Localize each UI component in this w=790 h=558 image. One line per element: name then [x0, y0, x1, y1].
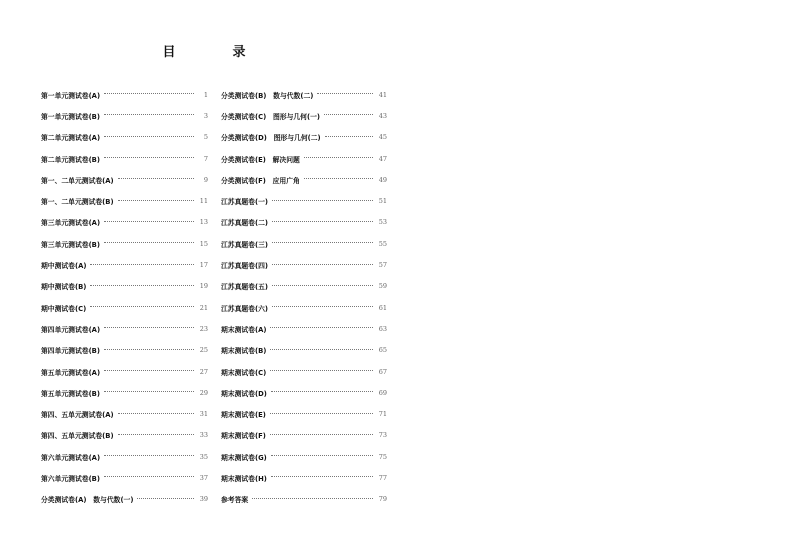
toc-dot-leader — [104, 221, 194, 222]
toc-entry-title: 江苏真题卷(二) — [221, 219, 268, 228]
toc-right-column — [221, 84, 387, 510]
toc-dot-leader — [90, 264, 194, 265]
toc-page-number: 61 — [378, 303, 387, 312]
toc-dot-leader — [304, 178, 373, 179]
toc-dot-leader — [104, 391, 194, 392]
toc-entry-title: 江苏真题卷(三) — [221, 240, 268, 249]
toc-entry-title: 第五单元测试卷(A) — [41, 368, 101, 377]
toc-entry-title: 第六单元测试卷(A) — [41, 453, 101, 462]
toc-entry[interactable] — [221, 169, 387, 190]
toc-entry-title: 分类测试卷(C) 图形与几何(一) — [221, 112, 320, 121]
toc-entry[interactable] — [221, 382, 387, 403]
toc-dot-leader — [118, 434, 194, 435]
toc-entry-title: 第六单元测试卷(B) — [41, 474, 100, 483]
toc-entry[interactable] — [221, 254, 387, 275]
toc-entry-title: 期末测试卷(E) — [221, 411, 266, 420]
toc-entry[interactable] — [221, 105, 387, 126]
toc-page-number: 9 — [203, 175, 208, 184]
toc-entry-title: 期末测试卷(F) — [221, 432, 266, 441]
toc-left-column — [41, 84, 208, 510]
toc-page-number: 3 — [203, 111, 208, 120]
toc-entry-title: 第三单元测试卷(B) — [41, 240, 100, 249]
toc-entry[interactable] — [41, 318, 208, 339]
toc-entry-title: 第四单元测试卷(B) — [41, 347, 100, 356]
toc-page-number: 37 — [199, 473, 208, 482]
toc-page-number: 73 — [378, 431, 387, 440]
page-title: 目 录 — [162, 45, 268, 60]
toc-entry-title: 第五单元测试卷(B) — [41, 389, 100, 398]
toc-entry[interactable] — [41, 276, 208, 297]
toc-dot-leader — [104, 242, 194, 243]
toc-dot-leader — [325, 136, 373, 137]
toc-page-number: 11 — [199, 197, 208, 206]
toc-dot-leader — [270, 327, 373, 328]
toc-entry-title: 第一、二单元测试卷(B) — [41, 198, 114, 207]
toc-dot-leader — [252, 498, 373, 499]
toc-entry-title: 第一单元测试卷(B) — [41, 112, 100, 121]
toc-dot-leader — [272, 200, 373, 201]
toc-dot-leader — [104, 157, 194, 158]
toc-entry[interactable] — [221, 467, 387, 488]
toc-entry-title: 分类测试卷(F) 应用广角 — [221, 176, 300, 185]
toc-entry[interactable] — [41, 297, 208, 318]
toc-page-number: 35 — [199, 452, 208, 461]
toc-page-number: 59 — [378, 282, 387, 291]
toc-page-number: 41 — [378, 90, 387, 99]
toc-entry-title: 江苏真题卷(四) — [221, 262, 268, 271]
toc-dot-leader — [270, 349, 373, 350]
toc-dot-leader — [118, 413, 194, 414]
toc-entry[interactable] — [221, 84, 387, 105]
toc-page-number: 45 — [378, 133, 387, 142]
toc-page-number: 75 — [378, 452, 387, 461]
toc-entry-title: 第四单元测试卷(A) — [41, 325, 101, 334]
toc-entry[interactable] — [221, 340, 387, 361]
toc-entry-title: 江苏真题卷(五) — [221, 283, 268, 292]
toc-entry[interactable] — [41, 446, 208, 467]
toc-page-number: 77 — [378, 473, 387, 482]
toc-dot-leader — [324, 114, 373, 115]
toc-page-number: 7 — [203, 154, 208, 163]
toc-dot-leader — [272, 221, 373, 222]
toc-entry[interactable] — [41, 425, 208, 446]
toc-page-number: 69 — [378, 388, 387, 397]
toc-dot-leader — [271, 476, 373, 477]
toc-page-number: 55 — [378, 239, 387, 248]
toc-page-number: 23 — [199, 324, 208, 333]
toc-entry-title: 第二单元测试卷(A) — [41, 134, 101, 143]
toc-entry[interactable] — [221, 233, 387, 254]
toc-entry[interactable] — [41, 382, 208, 403]
toc-entry-title: 分类测试卷(E) 解决问题 — [221, 155, 300, 164]
toc-page-number: 1 — [203, 90, 208, 99]
toc-entry-title: 分类测试卷(B) 数与代数(二) — [221, 91, 314, 100]
toc-entry[interactable] — [221, 297, 387, 318]
toc-entry[interactable] — [41, 127, 208, 148]
toc-dot-leader — [104, 370, 194, 371]
toc-page-number: 17 — [199, 261, 208, 270]
toc-page-number: 31 — [199, 410, 208, 419]
toc-dot-leader — [104, 114, 194, 115]
toc-entry-title: 期末测试卷(C) — [221, 368, 267, 377]
toc-entry-title: 分类测试卷(D) 图形与几何(二) — [221, 134, 321, 143]
toc-dot-leader — [271, 391, 373, 392]
toc-entry[interactable] — [41, 403, 208, 424]
toc-page-number: 21 — [199, 303, 208, 312]
toc-dot-leader — [104, 327, 194, 328]
toc-page-number: 65 — [378, 346, 387, 355]
toc-dot-leader — [270, 370, 373, 371]
toc-entry[interactable] — [221, 276, 387, 297]
toc-entry[interactable] — [41, 212, 208, 233]
toc-dot-leader — [104, 455, 194, 456]
toc-entry-title: 期末测试卷(A) — [221, 325, 267, 334]
toc-entry-title: 分类测试卷(A) 数与代数(一) — [41, 496, 134, 505]
toc-dot-leader — [272, 285, 373, 286]
toc-entry[interactable] — [41, 340, 208, 361]
toc-page-number: 33 — [199, 431, 208, 440]
toc-dot-leader — [272, 264, 373, 265]
toc-page-number: 53 — [378, 218, 387, 227]
toc-page-number: 71 — [378, 410, 387, 419]
toc-dot-leader — [118, 178, 194, 179]
toc-page-number: 49 — [378, 175, 387, 184]
toc-page-number: 19 — [199, 282, 208, 291]
toc-page-number: 67 — [378, 367, 387, 376]
toc-entry[interactable] — [221, 148, 387, 169]
toc-page-number: 63 — [378, 324, 387, 333]
toc-dot-leader — [317, 93, 373, 94]
toc-entry[interactable] — [221, 403, 387, 424]
toc-dot-leader — [137, 498, 194, 499]
toc-entry-title: 期中测试卷(C) — [41, 304, 87, 313]
toc-entry[interactable] — [41, 105, 208, 126]
toc-dot-leader — [304, 157, 373, 158]
toc-page-number: 15 — [199, 239, 208, 248]
toc-page-number: 79 — [378, 495, 387, 504]
toc-page-number: 13 — [199, 218, 208, 227]
toc-entry-title: 期中测试卷(B) — [41, 283, 87, 292]
toc-entry-title: 期中测试卷(A) — [41, 262, 87, 271]
toc-entry[interactable] — [221, 425, 387, 446]
toc-entry[interactable] — [221, 190, 387, 211]
toc-entry[interactable] — [221, 489, 387, 510]
toc-entry[interactable] — [41, 148, 208, 169]
toc-page-number: 43 — [378, 111, 387, 120]
toc-entry[interactable] — [41, 169, 208, 190]
toc-dot-leader — [90, 285, 194, 286]
toc-entry[interactable] — [41, 84, 208, 105]
toc-entry-title: 第四、五单元测试卷(A) — [41, 411, 114, 420]
toc-dot-leader — [270, 434, 373, 435]
toc-page-number: 29 — [199, 388, 208, 397]
toc-entry-title: 期末测试卷(H) — [221, 474, 267, 483]
toc-dot-leader — [272, 306, 373, 307]
toc-entry[interactable] — [41, 233, 208, 254]
toc-dot-leader — [104, 136, 194, 137]
toc-entry[interactable] — [221, 212, 387, 233]
toc-page-number: 47 — [378, 154, 387, 163]
toc-entry-title: 第一、二单元测试卷(A) — [41, 176, 114, 185]
toc-entry-title: 江苏真题卷(六) — [221, 304, 268, 313]
toc-entry[interactable] — [221, 127, 387, 148]
toc-dot-leader — [104, 476, 194, 477]
toc-entry[interactable] — [221, 446, 387, 467]
toc-entry-title: 第三单元测试卷(A) — [41, 219, 101, 228]
toc-page-number: 51 — [378, 197, 387, 206]
toc-entry-title: 第四、五单元测试卷(B) — [41, 432, 114, 441]
toc-dot-leader — [270, 413, 373, 414]
toc-entry-title: 参考答案 — [221, 496, 249, 505]
toc-entry-title: 期末测试卷(D) — [221, 389, 267, 398]
toc-entry[interactable] — [41, 489, 208, 510]
toc-dot-leader — [104, 93, 194, 94]
toc-page-number: 27 — [199, 367, 208, 376]
toc-entry-title: 期末测试卷(G) — [221, 453, 267, 462]
toc-entry[interactable] — [41, 361, 208, 382]
toc-dot-leader — [90, 306, 194, 307]
toc-entry[interactable] — [41, 467, 208, 488]
toc-dot-leader — [271, 455, 373, 456]
toc-dot-leader — [104, 349, 194, 350]
toc-entry-title: 期末测试卷(B) — [221, 347, 267, 356]
toc-entry[interactable] — [221, 361, 387, 382]
toc-entry-title: 第二单元测试卷(B) — [41, 155, 100, 164]
toc-entry-title: 江苏真题卷(一) — [221, 198, 268, 207]
toc-page-number: 25 — [199, 346, 208, 355]
toc-page-number: 39 — [199, 495, 208, 504]
toc-entry[interactable] — [221, 318, 387, 339]
toc-page-number: 5 — [203, 133, 208, 142]
toc-entry[interactable] — [41, 254, 208, 275]
toc-dot-leader — [118, 200, 194, 201]
toc-entry-title: 第一单元测试卷(A) — [41, 91, 101, 100]
toc-dot-leader — [272, 242, 373, 243]
toc-entry[interactable] — [41, 190, 208, 211]
toc-page-number: 57 — [378, 261, 387, 270]
